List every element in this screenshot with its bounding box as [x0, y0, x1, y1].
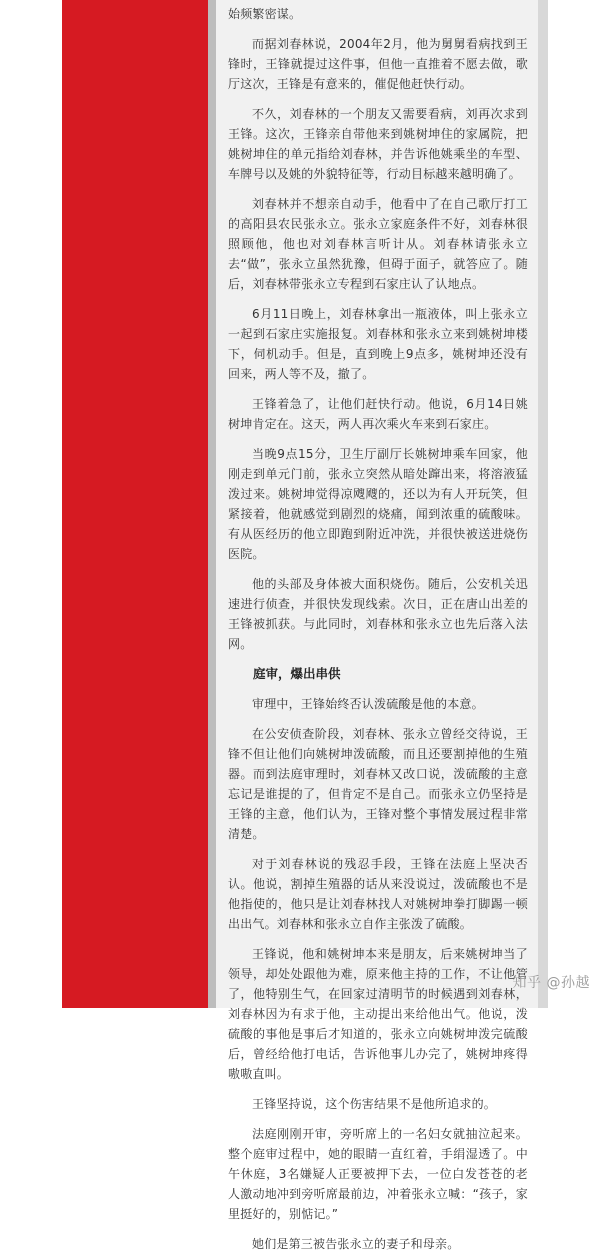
article-paragraph: 审理中，王锋始终否认泼硫酸是他的本意。: [252, 697, 484, 711]
article-paragraph: 始频繁密谋。: [228, 7, 302, 21]
article-paragraph: 他的头部及身体被大面积烧伤。随后，公安机关迅速进行侦查，并很快发现线索。次日，正在唐山出差的王锋被抓获。与此同时，刘春林和张永立也先后落入法网。: [228, 577, 528, 651]
article-paragraph: 不久，刘春林的一个朋友又需要看病，刘再次求到王锋。这次，王锋亲自带他来到姚树坤住的家属院，把姚树坤住的单元指给刘春林，并告诉他姚乘坐的车型、车牌号以及姚的外貌特征等，行动目标越来越明确了。: [228, 107, 528, 181]
article-paragraph: 王锋坚持说，这个伤害结果不是他所追求的。: [252, 1097, 497, 1111]
red-sidebar-band: [62, 0, 208, 1008]
right-margin: [548, 0, 600, 1008]
article-paragraph: 6月11日晚上，刘春林拿出一瓶液体，叫上张永立一起到石家庄实施报复。刘春林和张永立来到姚树坤楼下，伺机动手。但是，直到晚上9点多，姚树坤还没有回来，两人等不及，撤了。: [228, 307, 528, 381]
article-paragraph: 刘春林并不想亲自动手，他看中了在自己歌厅打工的高阳县农民张永立。张永立家庭条件不好，刘春林很照顾他，他也对刘春林言听计从。刘春林请张永立去“做”，张永立虽然犹豫，但碍于面子，就答应了。随后，刘春林带张永立专程到石家庄认了认地点。: [228, 197, 528, 291]
right-gray-band: [538, 0, 548, 1008]
gray-divider-band: [208, 0, 216, 1008]
article-paragraph: 王锋说，他和姚树坤本来是朋友，后来姚树坤当了领导，却处处跟他为难，原来他主持的工作，不让他管了，他特别生气，在回家过清明节的时候遇到刘春林，刘春林因为有求于他，主动提出来给他出气。他说，泼硫酸的事他是事后才知道的，张永立向姚树坤泼完硫酸后，曾经给他打电话，告诉他事儿办完了，姚树坤疼得嗷嗷直叫。: [228, 947, 528, 1081]
article-paragraph: 对于刘春林说的残忍手段，王锋在法庭上坚决否认。他说，割掉生殖器的话从来没说过，泼硫酸也不是他指使的，他只是让刘春林找人对姚树坤拳打脚踢一顿出出气。刘春林和张永立自作主张泼了硫酸。: [228, 857, 528, 931]
article-paragraph: 而据刘春林说，2004年2月，他为舅舅看病找到王锋时，王锋就提过这件事，但他一直推着不愿去做，歌厅这次，王锋是有意来的，催促他赶快行动。: [228, 37, 528, 91]
article-paragraph: 在公安侦查阶段，刘春林、张永立曾经交待说，王锋不但让他们向姚树坤泼硫酸，而且还要割掉他的生殖器。而到法庭审理时，刘春林又改口说，泼硫酸的主意忘记是谁提的了，但肯定不是自己。而张永立仍坚持是王锋的主意，他们认为，王锋对整个事情发展过程非常清楚。: [228, 727, 528, 841]
section-heading: 庭审，爆出串供: [253, 666, 341, 681]
article-paragraph: 王锋着急了，让他们赶快行动。他说，6月14日姚树坤肯定在。这天，两人再次乘火车来到石家庄。: [228, 397, 528, 431]
article-paragraph: 当晚9点15分，卫生厅副厅长姚树坤乘车回家，他刚走到单元门前，张永立突然从暗处蹿出来，将溶液猛泼过来。姚树坤觉得凉飕飕的，还以为有人开玩笑，但紧接着，他就感觉到剧烈的烧痛，闻到浓重的硫酸味。有从医经历的他立即跑到附近冲洗，并很快被送进烧伤医院。: [228, 447, 528, 561]
article-body: [216, 0, 538, 1251]
article-paragraph: 法庭刚刚开审，旁听席上的一名妇女就抽泣起来。整个庭审过程中，她的眼睛一直红着，手绢湿透了。中午休庭，3名嫌疑人正要被押下去，一位白发苍苍的老人激动地冲到旁听席最前边，冲着张永立喊：“孩子，家里挺好的，别惦记。”: [228, 1127, 528, 1221]
zhihu-watermark: 知乎 @孙越: [512, 975, 590, 991]
left-margin: [0, 0, 62, 1008]
article-paragraph: 她们是第三被告张永立的妻子和母亲。: [252, 1237, 460, 1251]
